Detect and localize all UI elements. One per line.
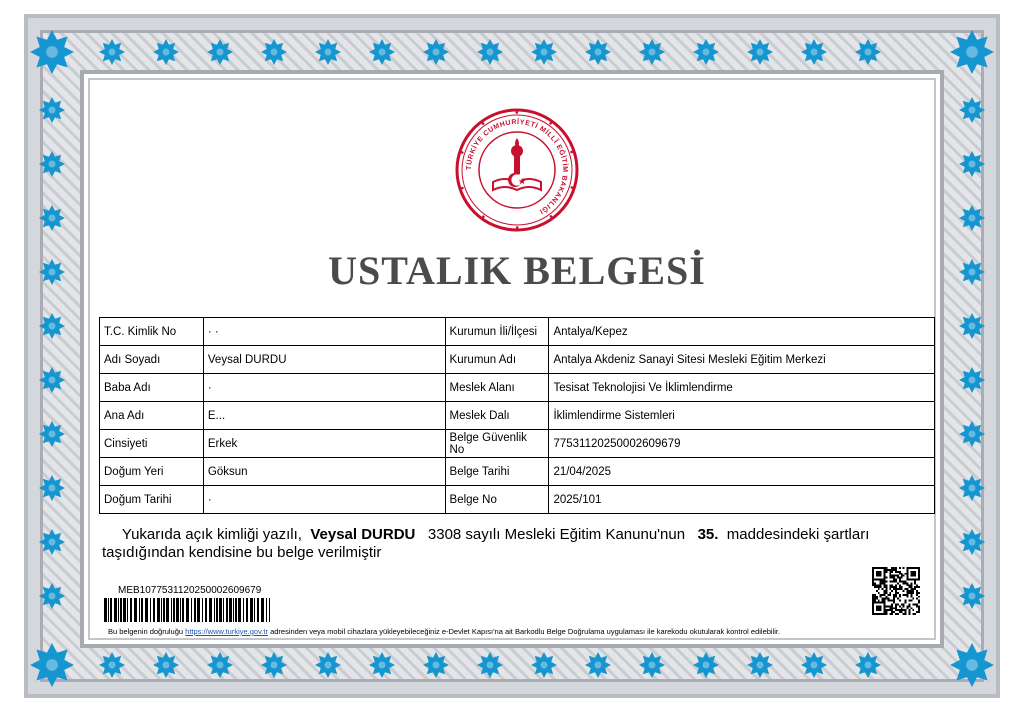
star-ornament-icon (477, 652, 503, 678)
statement-part2: 3308 sayılı Mesleki Eğitim Kanunu'nun (427, 526, 686, 543)
star-ornament-icon (315, 39, 341, 65)
statement-article: 35. (697, 526, 719, 543)
table-row (100, 486, 935, 514)
row-value: Göksun (203, 458, 445, 486)
star-ornament-icon (959, 529, 985, 555)
star-ornament-icon (531, 652, 557, 678)
row-label: Doğum Tarihi (100, 486, 204, 514)
row-label: Baba Adı (100, 374, 204, 402)
star-ornament-icon (153, 39, 179, 65)
star-ornament-icon (959, 421, 985, 447)
row-label: Meslek Alanı (445, 374, 549, 402)
verify-link[interactable]: https://www.turkiye.gov.tr (185, 627, 268, 636)
star-ornament-icon (39, 205, 65, 231)
row-label: Cinsiyeti (100, 430, 204, 458)
row-value: Tesisat Teknolojisi Ve İklimlendirme (549, 374, 935, 402)
row-label: Doğum Yeri (100, 458, 204, 486)
row-label: Adı Soyadı (100, 346, 204, 374)
ministry-emblem-icon (455, 108, 579, 232)
star-ornament-icon (39, 529, 65, 555)
table-row (100, 430, 935, 458)
star-ornament-icon (950, 643, 994, 687)
star-ornament-icon (693, 39, 719, 65)
star-ornament-icon (369, 39, 395, 65)
star-ornament-icon (423, 39, 449, 65)
table-row (100, 458, 935, 486)
star-ornament-icon (39, 475, 65, 501)
row-value: Antalya Akdeniz Sanayi Sitesi Mesleki Eğitim Merkezi (549, 346, 935, 374)
star-ornament-icon (99, 39, 125, 65)
star-ornament-icon (207, 652, 233, 678)
row-value: 21/04/2025 (549, 458, 935, 486)
star-ornament-icon (39, 97, 65, 123)
star-ornament-icon (959, 97, 985, 123)
qr-code-icon[interactable] (872, 567, 920, 615)
star-ornament-icon (39, 583, 65, 609)
certificate-statement (102, 526, 922, 562)
star-ornament-icon (855, 39, 881, 65)
star-ornament-icon (855, 652, 881, 678)
star-ornament-icon (801, 652, 827, 678)
star-ornament-icon (639, 652, 665, 678)
row-label: Belge Tarihi (445, 458, 549, 486)
verify-prefix: Bu belgenin doğruluğu (108, 627, 184, 636)
row-label: Ana Adı (100, 402, 204, 430)
row-value: · (203, 486, 445, 514)
star-ornament-icon (531, 39, 557, 65)
row-value: · · (203, 318, 445, 346)
star-ornament-icon (801, 39, 827, 65)
star-ornament-icon (959, 313, 985, 339)
row-label: Meslek Dalı (445, 402, 549, 430)
row-value: 2025/101 (549, 486, 935, 514)
document-code: MEB1077531120250002609679 (118, 585, 262, 596)
star-ornament-icon (747, 39, 773, 65)
star-ornament-icon (639, 39, 665, 65)
row-label: Belge No (445, 486, 549, 514)
star-ornament-icon (261, 39, 287, 65)
row-label: Kurumun İli/İlçesi (445, 318, 549, 346)
star-ornament-icon (39, 367, 65, 393)
star-ornament-icon (30, 643, 74, 687)
star-ornament-icon (959, 205, 985, 231)
star-ornament-icon (39, 151, 65, 177)
star-ornament-icon (39, 313, 65, 339)
row-label: Kurumun Adı (445, 346, 549, 374)
row-value: İklimlendirme Sistemleri (549, 402, 935, 430)
star-ornament-icon (959, 475, 985, 501)
table-row (100, 374, 935, 402)
statement-part4: taşıdığından kendisine bu belge verilmiştir (102, 544, 382, 561)
star-ornament-icon (153, 652, 179, 678)
document-title: USTALIK BELGESİ (328, 248, 706, 293)
row-value: 77531120250002609679 (549, 430, 935, 458)
statement-part3: maddesindeki şartları (726, 526, 870, 543)
star-ornament-icon (369, 652, 395, 678)
verification-note (108, 627, 928, 636)
star-ornament-icon (477, 39, 503, 65)
star-ornament-icon (693, 652, 719, 678)
verify-suffix: adresinden veya mobil cihazlara yükleyebileceğiniz e-Devlet Kapısı'na ait Barkodlu Belge Doğrulama uygulaması ile karekodu okutularak kontrol edilebilir. (270, 627, 781, 636)
row-value: E... (203, 402, 445, 430)
star-ornament-icon (959, 583, 985, 609)
star-ornament-icon (99, 652, 125, 678)
star-ornament-icon (423, 652, 449, 678)
row-value: Antalya/Kepez (549, 318, 935, 346)
table-row (100, 346, 935, 374)
row-label: Belge Güvenlik No (445, 430, 549, 458)
star-ornament-icon (39, 421, 65, 447)
table-row (100, 318, 935, 346)
star-ornament-icon (959, 367, 985, 393)
star-ornament-icon (747, 652, 773, 678)
star-ornament-icon (261, 652, 287, 678)
star-ornament-icon (207, 39, 233, 65)
row-value: Erkek (203, 430, 445, 458)
row-label: T.C. Kimlik No (100, 318, 204, 346)
star-ornament-icon (585, 652, 611, 678)
star-ornament-icon (585, 39, 611, 65)
star-ornament-icon (315, 652, 341, 678)
star-ornament-icon (950, 30, 994, 74)
info-table (99, 317, 935, 514)
barcode-icon (104, 598, 270, 622)
statement-part1: Yukarıda açık kimliği yazılı, (121, 526, 302, 543)
emblem-ring-text: TÜRKİYE CUMHURİYETİ MİLLÎ EĞİTİM BAKANLIĞI (465, 118, 569, 215)
row-value: Veysal DURDU (203, 346, 445, 374)
star-ornament-icon (30, 30, 74, 74)
table-row (100, 402, 935, 430)
statement-name: Veysal DURDU (310, 526, 416, 543)
star-ornament-icon (959, 151, 985, 177)
row-value: · (203, 374, 445, 402)
